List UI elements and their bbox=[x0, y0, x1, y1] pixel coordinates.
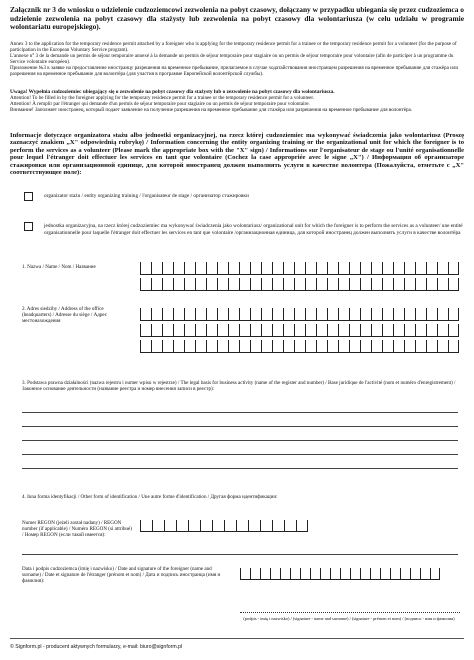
letter-box[interactable] bbox=[327, 308, 338, 321]
letter-box[interactable] bbox=[382, 262, 393, 275]
letter-box[interactable] bbox=[327, 324, 338, 337]
letter-box[interactable] bbox=[415, 278, 426, 291]
address-grid-row-1[interactable] bbox=[140, 308, 459, 321]
letter-box[interactable] bbox=[261, 278, 272, 291]
letter-box[interactable] bbox=[393, 278, 404, 291]
letter-box[interactable] bbox=[140, 308, 151, 321]
letter-box[interactable] bbox=[338, 278, 349, 291]
regon-digit-box[interactable] bbox=[200, 520, 212, 532]
letter-box[interactable] bbox=[261, 340, 272, 353]
regon-grid[interactable] bbox=[140, 520, 308, 532]
date-sign-field-label: Data i podpis cudzoziemca (imię i nazwisko) / Date and signature of the foreigner (name and surname) / Date et signature de l'étranger (prénom et nom) / Дата и подпись иностранца (имя и фамилия): bbox=[22, 566, 221, 585]
regon-digit-box[interactable] bbox=[272, 520, 284, 532]
letter-box[interactable] bbox=[162, 340, 173, 353]
letter-box[interactable] bbox=[360, 308, 371, 321]
letter-box[interactable] bbox=[283, 324, 294, 337]
letter-box[interactable] bbox=[426, 278, 437, 291]
letter-box[interactable] bbox=[173, 340, 184, 353]
letter-box[interactable] bbox=[349, 308, 360, 321]
letter-box[interactable] bbox=[404, 308, 415, 321]
signature-box[interactable] bbox=[260, 568, 270, 580]
other-id-separator bbox=[22, 554, 458, 555]
letter-box[interactable] bbox=[173, 262, 184, 275]
letter-box[interactable] bbox=[217, 262, 228, 275]
letter-box[interactable] bbox=[184, 340, 195, 353]
letter-box[interactable] bbox=[239, 340, 250, 353]
letter-box[interactable] bbox=[151, 324, 162, 337]
letter-box[interactable] bbox=[195, 308, 206, 321]
letter-box[interactable] bbox=[195, 262, 206, 275]
letter-box[interactable] bbox=[140, 262, 151, 275]
letter-box[interactable] bbox=[393, 340, 404, 353]
annex-line-ru: Приложение №3 к заявке на предоставление иностранцу разрешения на временное пребывание, прилагаемое в случае ходатайствования иностранцем разрешения на временное пребывание для стажёра или разрешения на временное пребывание для волонтёра (для участия в программе Европейской волонтёрской службы). bbox=[10, 64, 459, 77]
legal-basis-line-2[interactable] bbox=[22, 426, 458, 427]
other-id-field-label: 4. Inna forma identyfikacji / Other form of identification / Une autre forme d'identification / Другая форма идентификации: bbox=[22, 494, 278, 500]
letter-box[interactable] bbox=[283, 262, 294, 275]
footer-text: © Signform.pl - producent aktywnych formularzy, e-mail: biuro@signform.pl bbox=[10, 644, 183, 650]
letter-box[interactable] bbox=[437, 308, 448, 321]
signature-grid[interactable] bbox=[240, 568, 440, 580]
letter-box[interactable] bbox=[327, 340, 338, 353]
signature-box[interactable] bbox=[350, 568, 360, 580]
letter-box[interactable] bbox=[448, 308, 459, 321]
signature-line[interactable] bbox=[240, 612, 460, 613]
address-grid-row-2[interactable] bbox=[140, 324, 459, 337]
letter-box[interactable] bbox=[371, 340, 382, 353]
regon-digit-box[interactable] bbox=[260, 520, 272, 532]
legal-basis-line-1[interactable] bbox=[22, 412, 458, 413]
signature-box[interactable] bbox=[370, 568, 380, 580]
letter-box[interactable] bbox=[239, 262, 250, 275]
letter-box[interactable] bbox=[448, 278, 459, 291]
letter-box[interactable] bbox=[250, 324, 261, 337]
letter-box[interactable] bbox=[206, 340, 217, 353]
regon-digit-box[interactable] bbox=[140, 520, 152, 532]
attention-line-fr: Attention! À remplir par l'étranger qui demande d'un permis de séjour temporaire pour stagiaire ou un permis de séjour temporaire pour volontaire. bbox=[10, 100, 310, 107]
letter-box[interactable] bbox=[272, 324, 283, 337]
letter-box[interactable] bbox=[272, 308, 283, 321]
letter-box[interactable] bbox=[382, 340, 393, 353]
training-organizer-checkbox[interactable] bbox=[24, 192, 33, 201]
signature-box[interactable] bbox=[280, 568, 290, 580]
letter-box[interactable] bbox=[448, 324, 459, 337]
letter-box[interactable] bbox=[426, 308, 437, 321]
attention-line-ru: Внимание! Заполняет иностранец, который подает заявление на получение разрешения на временное пребывание для стажёра или разрешения на временное пребывание для волонтёра. bbox=[10, 106, 413, 113]
letter-box[interactable] bbox=[382, 324, 393, 337]
letter-box[interactable] bbox=[415, 308, 426, 321]
letter-box[interactable] bbox=[305, 308, 316, 321]
letter-box[interactable] bbox=[206, 278, 217, 291]
letter-box[interactable] bbox=[250, 278, 261, 291]
letter-box[interactable] bbox=[151, 262, 162, 275]
letter-box[interactable] bbox=[162, 324, 173, 337]
letter-box[interactable] bbox=[184, 308, 195, 321]
letter-box[interactable] bbox=[426, 324, 437, 337]
letter-box[interactable] bbox=[338, 324, 349, 337]
signature-box[interactable] bbox=[310, 568, 320, 580]
name-grid-row-2[interactable] bbox=[140, 278, 459, 291]
letter-box[interactable] bbox=[239, 278, 250, 291]
letter-box[interactable] bbox=[327, 262, 338, 275]
letter-box[interactable] bbox=[415, 262, 426, 275]
letter-box[interactable] bbox=[448, 340, 459, 353]
letter-box[interactable] bbox=[261, 324, 272, 337]
signature-box[interactable] bbox=[400, 568, 410, 580]
signature-box[interactable] bbox=[250, 568, 260, 580]
letter-box[interactable] bbox=[426, 262, 437, 275]
letter-box[interactable] bbox=[184, 278, 195, 291]
letter-box[interactable] bbox=[173, 324, 184, 337]
signature-box[interactable] bbox=[340, 568, 350, 580]
regon-field-label: Numer REGON (jeżeli został nadany) / REGON number (if applicable) / Numéro REGON (si attribué) / Номер REGON (если такой имеется): bbox=[22, 520, 132, 539]
letter-box[interactable] bbox=[250, 340, 261, 353]
letter-box[interactable] bbox=[184, 262, 195, 275]
letter-box[interactable] bbox=[206, 324, 217, 337]
letter-box[interactable] bbox=[217, 278, 228, 291]
letter-box[interactable] bbox=[426, 340, 437, 353]
letter-box[interactable] bbox=[415, 340, 426, 353]
letter-box[interactable] bbox=[415, 324, 426, 337]
regon-digit-box[interactable] bbox=[296, 520, 308, 532]
signature-box[interactable] bbox=[330, 568, 340, 580]
signature-box[interactable] bbox=[430, 568, 440, 580]
attention-note bbox=[10, 90, 464, 114]
letter-box[interactable] bbox=[316, 278, 327, 291]
letter-box[interactable] bbox=[228, 262, 239, 275]
address-grid-row-3[interactable] bbox=[140, 340, 459, 353]
letter-box[interactable] bbox=[195, 324, 206, 337]
letter-box[interactable] bbox=[228, 278, 239, 291]
letter-box[interactable] bbox=[338, 262, 349, 275]
annex-line-fr: L'annexe n° 3 de la demande un permis de séjour temporaire annexé à la demande un permis de séjour temporaire pour stagiaire ou un permis de séjour temporaire pour volontaire (afin de participer à un programme du Service volontaire européen). bbox=[10, 52, 454, 65]
letter-box[interactable] bbox=[261, 262, 272, 275]
letter-box[interactable] bbox=[151, 278, 162, 291]
address-field-label: 2. Adres siedziby / Address of the office (headquarters) / Adresse du siège / Адрес местонахождения bbox=[22, 306, 108, 325]
letter-box[interactable] bbox=[360, 262, 371, 275]
letter-box[interactable] bbox=[371, 324, 382, 337]
letter-box[interactable] bbox=[349, 262, 360, 275]
letter-box[interactable] bbox=[371, 308, 382, 321]
form-title: Załącznik nr 3 do wniosku o udzielenie cudzoziemcowi zezwolenia na pobyt czasowy, dołączany w przypadku ubiegania się przez cudzoziemca o udzielenie zezwolenia na pobyt czasowy dla stażysty lub zezwolenia na pobyt czasowy dla wolontariusza (w celu udziału w programie wolontariatu europejskiego). bbox=[10, 5, 464, 32]
letter-box[interactable] bbox=[228, 340, 239, 353]
letter-box[interactable] bbox=[404, 278, 415, 291]
letter-box[interactable] bbox=[448, 262, 459, 275]
name-field-label: 1. Nazwa / Name / Nom / Название bbox=[22, 264, 96, 270]
letter-box[interactable] bbox=[239, 308, 250, 321]
training-organizer-label: organizator stażu / entity organizing training / l'organisateur de stage / организатор стажировки bbox=[44, 193, 249, 199]
letter-box[interactable] bbox=[272, 262, 283, 275]
letter-box[interactable] bbox=[437, 340, 448, 353]
letter-box[interactable] bbox=[349, 278, 360, 291]
letter-box[interactable] bbox=[283, 340, 294, 353]
legal-basis-line-5[interactable] bbox=[22, 468, 458, 469]
letter-box[interactable] bbox=[404, 340, 415, 353]
option-volunteer-unit bbox=[24, 222, 464, 248]
name-grid-row-1[interactable] bbox=[140, 262, 459, 275]
letter-box[interactable] bbox=[140, 278, 151, 291]
legal-basis-line-3[interactable] bbox=[22, 440, 458, 441]
legal-basis-field-label: 3. Podstawa prawna działalności (nazwa rejestru i numer wpisu w rejestrze) / The legal basis for business activity (name of the register and number) / Base juridique de l'activité (nom et numéro d'enregistrement) / Законное основание деятельности (название реестра и номер внесения записи в реестр): bbox=[22, 380, 456, 393]
letter-box[interactable] bbox=[360, 340, 371, 353]
attention-line-en: Attention! To be filled in by the foreigner applying for the temporary residence permit for a trainee or the temporary residence permit for a volunteer. bbox=[10, 94, 315, 101]
letter-box[interactable] bbox=[371, 278, 382, 291]
letter-box[interactable] bbox=[250, 308, 261, 321]
letter-box[interactable] bbox=[316, 262, 327, 275]
letter-box[interactable] bbox=[228, 308, 239, 321]
signature-box[interactable] bbox=[360, 568, 370, 580]
letter-box[interactable] bbox=[437, 324, 448, 337]
letter-box[interactable] bbox=[173, 278, 184, 291]
letter-box[interactable] bbox=[294, 324, 305, 337]
letter-box[interactable] bbox=[239, 324, 250, 337]
letter-box[interactable] bbox=[305, 262, 316, 275]
regon-digit-box[interactable] bbox=[212, 520, 224, 532]
letter-box[interactable] bbox=[206, 262, 217, 275]
signature-box[interactable] bbox=[300, 568, 310, 580]
letter-box[interactable] bbox=[272, 340, 283, 353]
letter-box[interactable] bbox=[338, 340, 349, 353]
signature-box[interactable] bbox=[420, 568, 430, 580]
letter-box[interactable] bbox=[305, 278, 316, 291]
signature-caption: (podpis - imię i nazwisko) / (signature - name and surname) / (signature - prénom et nom) / (подпись - имя и фамилия) bbox=[243, 616, 455, 621]
option-training-organizer bbox=[24, 192, 464, 206]
signature-box[interactable] bbox=[320, 568, 330, 580]
letter-box[interactable] bbox=[382, 308, 393, 321]
letter-box[interactable] bbox=[294, 340, 305, 353]
signature-box[interactable] bbox=[270, 568, 280, 580]
letter-box[interactable] bbox=[195, 340, 206, 353]
regon-digit-box[interactable] bbox=[284, 520, 296, 532]
attention-lead: Uwaga! Wypełnia cudzoziemiec ubiegający się o zezwolenie na pobyt czasowy dla stażysty lub o zezwolenie na pobyt czasowy dla wolontariusza. bbox=[10, 89, 335, 95]
letter-box[interactable] bbox=[360, 324, 371, 337]
volunteer-unit-label: jednostka organizacyjna, na rzecz której cudzoziemiec ma wykonywać świadczenia jako wolontariusz/ organizational unit for which the foreigner is to perform the services as a volunteer/ une entité organisationnelle pour laquelle l'étranger doit effectuer les services en tant que volontaire /организационная единица, для которой иностранец должен выполнять услуги в качестве волонтёра bbox=[44, 223, 463, 236]
regon-digit-box[interactable] bbox=[224, 520, 236, 532]
regon-digit-box[interactable] bbox=[236, 520, 248, 532]
letter-box[interactable] bbox=[162, 308, 173, 321]
letter-box[interactable] bbox=[349, 340, 360, 353]
letter-box[interactable] bbox=[228, 324, 239, 337]
letter-box[interactable] bbox=[217, 340, 228, 353]
signature-box[interactable] bbox=[240, 568, 250, 580]
letter-box[interactable] bbox=[382, 278, 393, 291]
letter-box[interactable] bbox=[272, 278, 283, 291]
letter-box[interactable] bbox=[360, 278, 371, 291]
letter-box[interactable] bbox=[316, 340, 327, 353]
letter-box[interactable] bbox=[437, 278, 448, 291]
letter-box[interactable] bbox=[217, 308, 228, 321]
letter-box[interactable] bbox=[349, 324, 360, 337]
letter-box[interactable] bbox=[250, 262, 261, 275]
regon-digit-box[interactable] bbox=[188, 520, 200, 532]
regon-digit-box[interactable] bbox=[164, 520, 176, 532]
letter-box[interactable] bbox=[151, 308, 162, 321]
signature-box[interactable] bbox=[380, 568, 390, 580]
signature-box[interactable] bbox=[390, 568, 400, 580]
regon-digit-box[interactable] bbox=[152, 520, 164, 532]
letter-box[interactable] bbox=[316, 308, 327, 321]
annex-line-en: Annex 3 to the application for the temporary residence permit attached by a foreigner who is applying for the temporary residence permit for a trainee or the temporary residence permit for a volunteer (for the purpose of participation in the European Voluntary Service program). bbox=[10, 41, 457, 53]
letter-box[interactable] bbox=[184, 324, 195, 337]
letter-box[interactable] bbox=[294, 262, 305, 275]
letter-box[interactable] bbox=[206, 308, 217, 321]
letter-box[interactable] bbox=[371, 262, 382, 275]
letter-box[interactable] bbox=[338, 308, 349, 321]
letter-box[interactable] bbox=[316, 324, 327, 337]
volunteer-unit-checkbox[interactable] bbox=[24, 222, 33, 231]
letter-box[interactable] bbox=[393, 262, 404, 275]
letter-box[interactable] bbox=[261, 308, 272, 321]
letter-box[interactable] bbox=[437, 262, 448, 275]
letter-box[interactable] bbox=[404, 262, 415, 275]
legal-basis-line-4[interactable] bbox=[22, 454, 458, 455]
letter-box[interactable] bbox=[327, 278, 338, 291]
footer-rule bbox=[10, 638, 464, 639]
letter-box[interactable] bbox=[140, 340, 151, 353]
regon-digit-box[interactable] bbox=[248, 520, 260, 532]
letter-box[interactable] bbox=[151, 340, 162, 353]
letter-box[interactable] bbox=[393, 308, 404, 321]
signature-box[interactable] bbox=[410, 568, 420, 580]
letter-box[interactable] bbox=[140, 324, 151, 337]
regon-digit-box[interactable] bbox=[176, 520, 188, 532]
letter-box[interactable] bbox=[162, 262, 173, 275]
letter-box[interactable] bbox=[294, 278, 305, 291]
letter-box[interactable] bbox=[404, 324, 415, 337]
annex-description bbox=[10, 42, 464, 77]
letter-box[interactable] bbox=[283, 308, 294, 321]
organizer-info-heading: Informacje dotyczące organizatora stażu albo jednostki organizacyjnej, na rzecz której cudzoziemiec ma wykonywać świadczenia jako wolontariusz (Proszę zaznaczyć znakiem „X" odpowiednią rubrykę) / Information concerning the entity organizing training or the organizational unit for which the foreigner is to perform the services as a volunteer (Please mark the appropriate box with the "X" sign) / Informations sur l'organisateur de stage ou l'unité organisationnelle pour lequel l'étranger doit effectuer les services en tant que volontaire (Cochez la case appropriée avec le signe „X") / Информация об организаторе стажировки или организационной единице, для которой иностранец должен выполнять услуги в качестве волонтера (Пожалуйста, отметьте с „X" соответствующее поле): bbox=[10, 132, 464, 177]
letter-box[interactable] bbox=[162, 278, 173, 291]
letter-box[interactable] bbox=[305, 340, 316, 353]
letter-box[interactable] bbox=[294, 308, 305, 321]
signature-box[interactable] bbox=[290, 568, 300, 580]
letter-box[interactable] bbox=[393, 324, 404, 337]
letter-box[interactable] bbox=[217, 324, 228, 337]
letter-box[interactable] bbox=[173, 308, 184, 321]
letter-box[interactable] bbox=[305, 324, 316, 337]
letter-box[interactable] bbox=[283, 278, 294, 291]
letter-box[interactable] bbox=[195, 278, 206, 291]
